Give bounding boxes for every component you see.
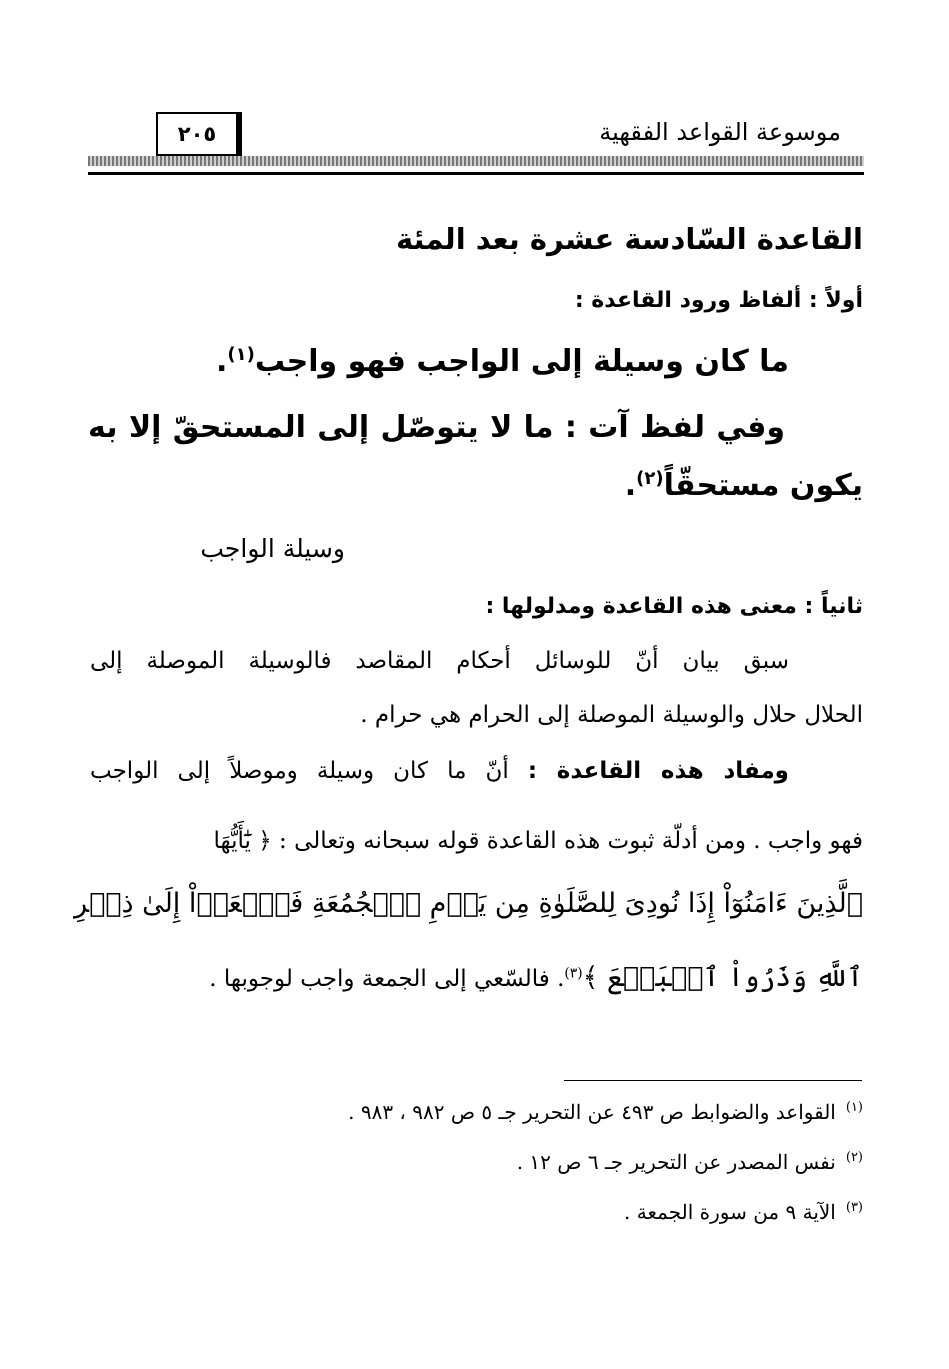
alt-wording-text: يكون مستحقّاً [663,468,863,503]
rule-tag: وسيلة الواجب [200,534,345,563]
paragraph-line: الحلال حلال والوسيلة الموصلة إلى الحرام هي حرام . [360,702,863,728]
paragraph-text: . فالسّعي إلى الجمعة واجب لوجوبها . [209,966,565,992]
footnote-ref-2: (٢) [636,468,664,489]
footnote-text: القواعد والضوابط ص ٤٩٣ عن التحرير جـ ٥ ص ٩٨٢ ، ٩٨٣ . [348,1100,836,1124]
footnote-ref-3: (٣) [564,965,583,982]
footnote-text: الآية ٩ من سورة الجمعة . [624,1200,836,1224]
header-hatched-rule [88,156,864,166]
footnote-text: نفس المصدر عن التحرير جـ ٦ ص ١٢ . [516,1150,836,1174]
section2-label: ثانياً : معنى هذه القاعدة ومدلولها : [485,594,863,619]
footnote [624,1200,863,1224]
footnote-ref-1: (١) [227,344,255,365]
paragraph-line [90,758,789,784]
paragraph-line: فهو واجب . ومن أدلّة ثبوت هذه القاعدة قوله سبحانه وتعالى : ﴿ يَٰٓأَيُّهَا [213,828,863,854]
paragraph-lead: ومفاد هذه القاعدة : [527,758,789,784]
book-title: موسوعة القواعد الفقهية [599,118,841,146]
footnote-number: (١) [845,1100,863,1116]
footnote-number: (٣) [845,1200,863,1216]
quran-verse-line: ٱلَّذِينَ ءَامَنُوٓاْ إِذَا نُودِىَ لِلصَّلَوٰةِ مِن يَوۡمِ ٱلۡجُمُعَةِ فَٱسۡعَوۡاْ إِلَىٰ ذِكۡرِ [74,888,863,919]
paragraph-line [209,962,863,993]
footnote [348,1100,863,1124]
alt-wording-end: . [624,468,637,503]
header-rule [88,172,864,175]
page-number: ٢٠٥ [156,112,242,156]
rule-quote-text: ما كان وسيلة إلى الواجب فهو واجب [254,344,789,379]
alt-wording-line2 [625,468,863,503]
section1-label: أولاً : ألفاظ ورود القاعدة : [574,288,863,313]
rule-heading: القاعدة السّادسة عشرة بعد المئة [395,222,863,256]
alt-wording-line1: وفي لفظ آت : ما لا يتوصّل إلى المستحقّ إلا به [88,410,785,445]
quran-verse-end: ٱللَّهِ وَذَرُواْ ٱلۡبَيۡعَ ﴾ [582,962,863,993]
footnote-separator [564,1080,862,1081]
paragraph-text: أنّ ما كان وسيلة وموصلاً إلى الواجب [90,758,528,784]
footnote [517,1150,863,1174]
footnote-number: (٢) [845,1150,863,1166]
rule-quote: ما كان وسيلة إلى الواجب فهو واجب$^{(١)}$. [215,344,789,379]
paragraph-line: سبق بيان أنّ للوسائل أحكام المقاصد فالوسيلة الموصلة إلى [90,648,789,674]
